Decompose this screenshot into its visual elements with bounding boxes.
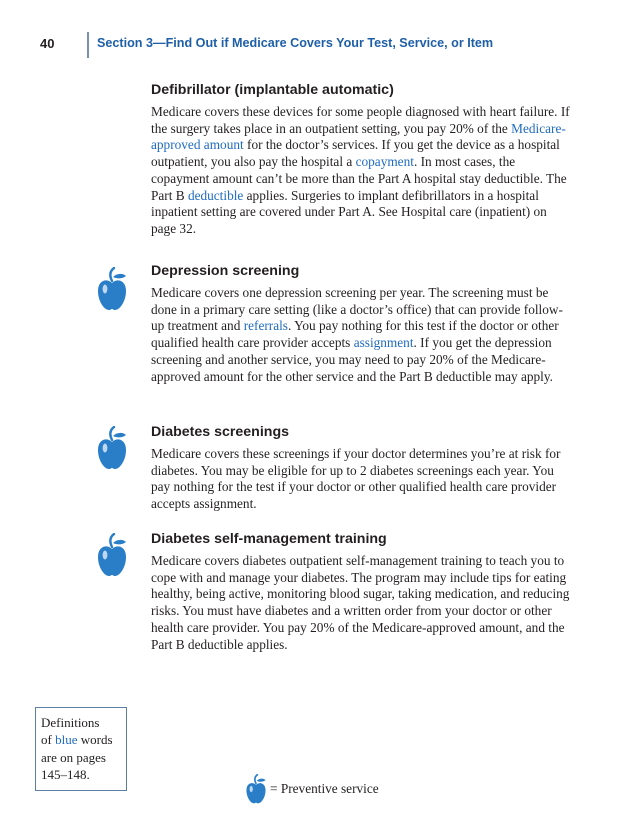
apple-icon [96, 533, 128, 577]
entry-body [151, 285, 571, 385]
definitions-line: Definitions [41, 715, 100, 730]
definitions-note [41, 714, 126, 783]
legend-text: = Preventive service [270, 781, 379, 796]
body-text: Medicare covers these devices for some people diagnosed with heart failure. If the surgery takes place in an outpatient setting, you pay 20% of the [151, 104, 570, 136]
body-text: . In most cases, the copayment amount can’t be more than the Part A hospital stay deductible. The Part B [151, 154, 567, 203]
glossary-link-medicare-approved-amount[interactable]: Medicare-approved amount [151, 120, 566, 153]
definitions-line: of [41, 732, 56, 748]
entry-body [151, 553, 571, 653]
entry-body [151, 104, 571, 238]
body-text: Medicare covers one depression screening per year. The screening must be done in a primary care setting (like a doctor’s office) that can provide follow-up treatment and [151, 285, 563, 334]
entry-depression-screening [151, 262, 571, 385]
glossary-link-assignment[interactable]: assignment [353, 335, 414, 351]
entry-title: Depression screening [151, 263, 300, 279]
header-divider [87, 32, 89, 58]
definitions-note-box [35, 707, 127, 791]
body-text: Medicare covers these screenings if your doctor determines you’re at risk for diabetes. You may be eligible for up to 2 diabetes screenings each year. You pay nothing for the test if your doctor or other qualified health care provider accepts assignment. [151, 446, 561, 512]
entry-body [151, 446, 571, 513]
entry-title: Diabetes screenings [151, 424, 289, 440]
definitions-line: words [77, 732, 113, 748]
body-text: applies. Surgeries to implant defibrillators in a hospital inpatient setting are covered under Part A. See Hospital care (inpatient) on page 32. [151, 187, 547, 236]
entry-defibrillator [151, 81, 571, 238]
entry-diabetes-self-management [151, 530, 571, 653]
apple-icon [245, 774, 267, 804]
page-number: 40 [40, 36, 55, 51]
body-text: for the doctor’s services. If you get the device as a hospital outpatient, you also pay the hospital a [151, 137, 560, 170]
glossary-link-deductible[interactable]: deductible [187, 187, 244, 203]
definitions-pages: 145–148. [41, 766, 90, 782]
body-text: . You pay nothing for this test if the doctor or other qualified health care provider accepts [151, 318, 559, 351]
entry-diabetes-screenings [151, 423, 571, 513]
definitions-line: are on pages [41, 749, 106, 765]
entry-title: Defibrillator (implantable automatic) [151, 82, 394, 98]
glossary-link-referrals[interactable]: referrals [243, 318, 288, 334]
body-text: . If you get the depression screening and another service, you may need to pay 20% of the Medicare-approved amount for the other service and the Part B deductible may apply. [151, 335, 553, 384]
apple-icon [96, 267, 128, 311]
preventive-legend [245, 776, 379, 802]
glossary-link-copayment[interactable]: copayment [355, 154, 414, 170]
section-title: Section 3—Find Out if Medicare Covers Your Test, Service, or Item [97, 36, 494, 50]
page-header [0, 32, 638, 60]
blue-word-sample: blue [55, 732, 78, 748]
body-text: Medicare covers diabetes outpatient self-management training to teach you to cope with and manage your diabetes. The program may include tips for eating healthy, being active, monitoring blood sugar, taking medication, and reducing risks. You must have diabetes and a written order from your doctor or other health care provider. You pay 20% of the Medicare-approved amount, and the Part B deductible applies. [151, 553, 570, 652]
entry-title: Diabetes self-management training [151, 531, 387, 547]
apple-icon [96, 426, 128, 470]
